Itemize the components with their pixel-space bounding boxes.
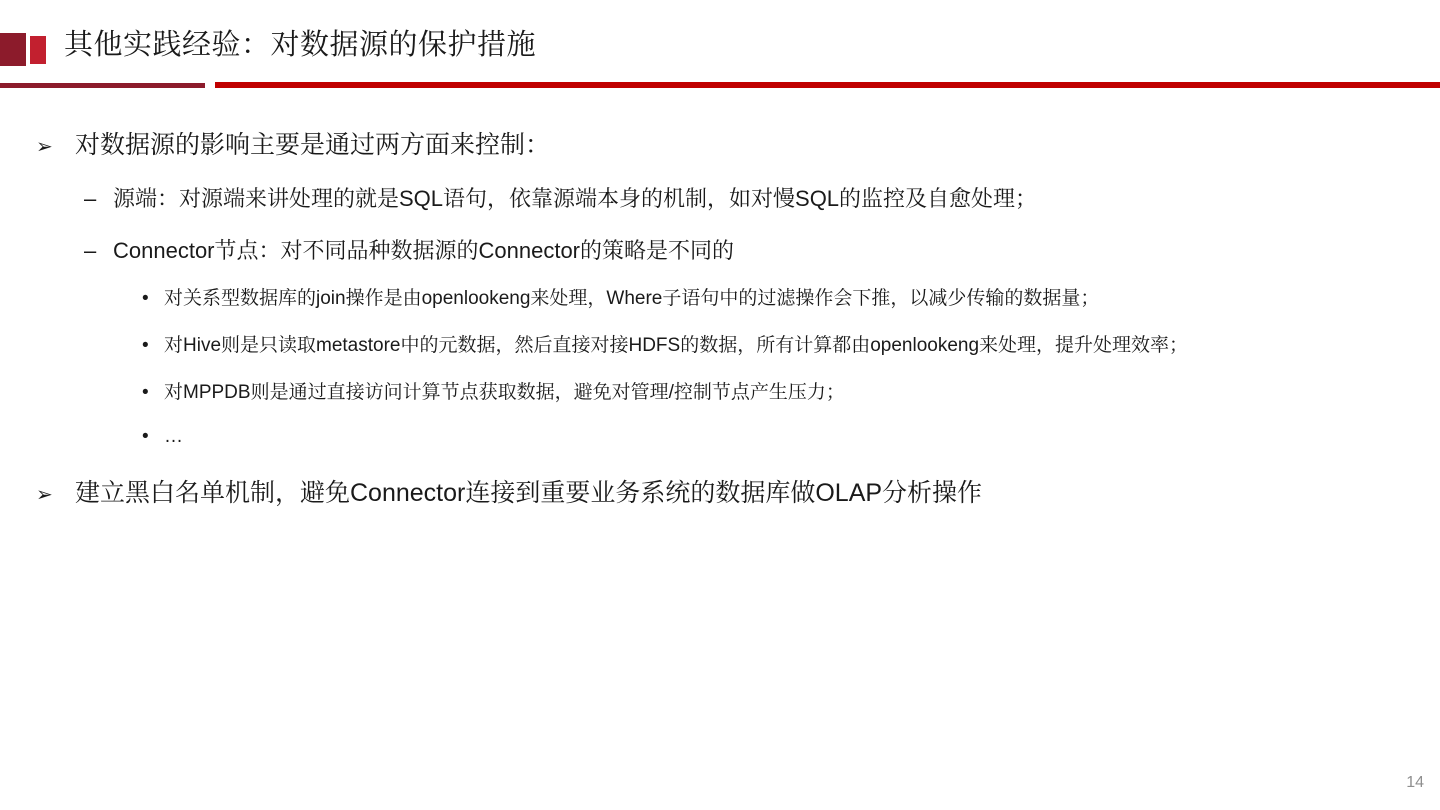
page-title: 其他实践经验：对数据源的保护措施 xyxy=(64,29,537,61)
dash-bullet-icon: – xyxy=(84,238,97,263)
bullet-level3-hive xyxy=(142,333,1188,359)
bullet-text: 对数据源的影响主要是通过两方面来控制： xyxy=(75,131,551,159)
title-accent-square-bright xyxy=(30,36,46,64)
dash-bullet-icon: – xyxy=(84,186,97,211)
bullet-text: 对关系型数据库的join操作是由openlookeng来处理，Where子语句中的过滤操作会下推，以减少传输的数据量； xyxy=(164,288,1100,309)
divider-red-segment xyxy=(215,82,1440,88)
bullet-level2-source-end xyxy=(84,184,1037,214)
bullet-text: 对MPPDB则是通过直接访问计算节点获取数据，避免对管理/控制节点产生压力； xyxy=(164,382,845,403)
dot-bullet-icon: • xyxy=(142,426,149,447)
bullet-text: 对Hive则是只读取metastore中的元数据，然后直接对接HDFS的数据，所有计算都由openlookeng来处理，提升处理效率； xyxy=(164,335,1189,356)
bullet-level1-blacklist xyxy=(36,476,982,512)
title-accent-square-dark xyxy=(0,33,26,66)
bullet-level3-ellipsis xyxy=(142,424,183,450)
dot-bullet-icon: • xyxy=(142,335,149,356)
bullet-text: … xyxy=(164,426,183,447)
page-number: 14 xyxy=(1406,774,1424,791)
bullet-level3-relational-db xyxy=(142,286,1099,312)
bullet-text: Connector节点：对不同品种数据源的Connector的策略是不同的 xyxy=(113,238,735,263)
bullet-level2-connector-node xyxy=(84,236,734,266)
dot-bullet-icon: • xyxy=(142,288,149,309)
divider-dark-segment xyxy=(0,83,205,88)
arrow-bullet-icon: ➢ xyxy=(36,484,53,506)
bullet-text: 源端：对源端来讲处理的就是SQL语句，依靠源端本身的机制，如对慢SQL的监控及自愈处理； xyxy=(113,186,1038,211)
arrow-bullet-icon: ➢ xyxy=(36,136,53,158)
dot-bullet-icon: • xyxy=(142,382,149,403)
bullet-text: 建立黑白名单机制，避免Connector连接到重要业务系统的数据库做OLAP分析操作 xyxy=(75,479,983,507)
bullet-level1-control xyxy=(36,128,550,164)
bullet-level3-mppdb xyxy=(142,380,845,406)
